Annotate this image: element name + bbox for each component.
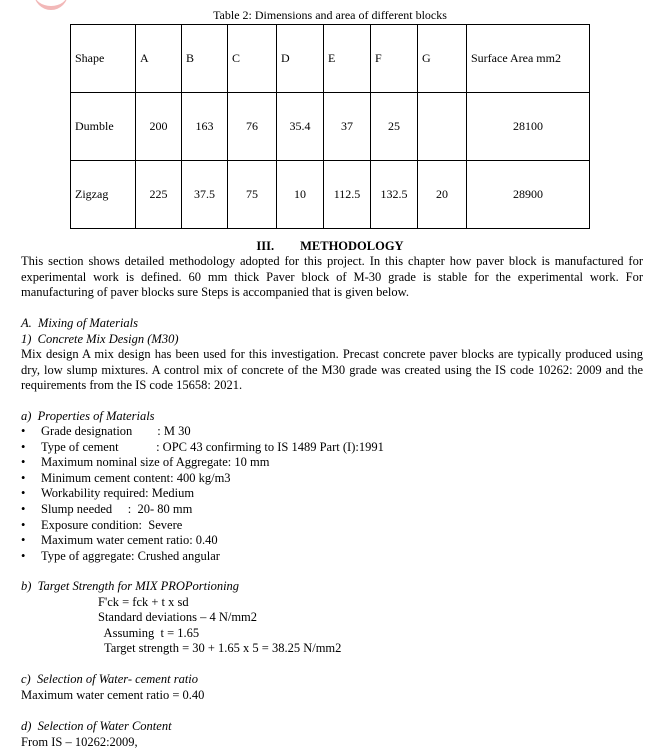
target-strength-heading: b) Target Strength for MIX PROPortioning: [21, 579, 240, 593]
table-cell: Dumble: [71, 93, 136, 161]
properties-heading: a) Properties of Materials: [21, 409, 155, 423]
list-item: • Maximum water cement ratio: 0.40: [21, 533, 218, 548]
formula-line: Standard deviations – 4 N/mm2: [98, 610, 258, 624]
table-cell: 37.5: [182, 161, 228, 229]
bullet-icon: •: [21, 470, 26, 485]
subsection-1-heading: 1) Concrete Mix Design (M30): [21, 332, 179, 346]
table-cell: Zigzag: [71, 161, 136, 229]
table-cell: 200: [136, 93, 182, 161]
list-item: • Workability required: Medium: [21, 486, 195, 501]
header-cell: G: [418, 25, 467, 93]
bullet-icon: •: [21, 548, 26, 563]
bullet-icon: •: [21, 424, 26, 438]
list-item: • Maximum nominal size of Aggregate: 10 mm: [21, 455, 270, 470]
header-cell: Surface Area mm2: [467, 25, 590, 93]
table-cell: 20: [418, 161, 467, 229]
subsection-a-heading: A. Mixing of Materials: [21, 316, 138, 330]
mix-design-paragraph: Mix design A mix design has been used for this investigation. Precast concrete paver blocks are typically produced using dry, low slump mixtures. A control mix of concrete of the M30 grade was created using the IS code 10262: 2009 and the requirements from the IS code 15658: 2021.: [21, 347, 643, 393]
section-intro: This section shows detailed methodology adopted for this project. In this chapter how paver block is manufactured for experimental work is defined. 60 mm thick Paver block of M-30 grade is stable for the experimental work. For manufacturing of paver blocks sure Steps is accompanied that is given below.: [21, 254, 643, 300]
water-cement-value: Maximum water cement ratio = 0.40: [21, 688, 205, 702]
header-cell: C: [228, 25, 277, 93]
table-cell: 37: [324, 93, 371, 161]
table-cell: 75: [228, 161, 277, 229]
table-row: [71, 161, 590, 229]
bullet-icon: •: [21, 486, 26, 501]
header-cell: Shape: [71, 25, 136, 93]
water-content-heading: d) Selection of Water Content: [21, 719, 172, 733]
header-cell: D: [277, 25, 324, 93]
water-content-body: From IS – 10262:2009,: [21, 735, 138, 749]
bullet-icon: •: [21, 517, 26, 532]
section-title: METHODOLOGY: [300, 239, 404, 253]
table-cell: 28900: [467, 161, 590, 229]
table-header-row: [71, 25, 590, 93]
dimensions-table: [70, 24, 590, 229]
section-heading: [0, 239, 660, 254]
table-cell: [418, 93, 467, 161]
list-item: • Type of aggregate: Crushed angular: [21, 548, 220, 563]
table-cell: 132.5: [371, 161, 418, 229]
formula-line: Target strength = 30 + 1.65 x 5 = 38.25 N/mm2: [98, 641, 342, 655]
bullet-icon: •: [21, 501, 26, 516]
list-item: • Type of cement : OPC 43 confirming to IS 1489 Part (I):1991: [21, 439, 384, 454]
bullet-icon: •: [21, 455, 26, 470]
table-caption: Table 2: Dimensions and area of different blocks: [213, 8, 447, 22]
table-cell: 35.4: [277, 93, 324, 161]
table-cell: 112.5: [324, 161, 371, 229]
formula-line: Assuming t = 1.65: [98, 626, 200, 640]
table-cell: 225: [136, 161, 182, 229]
table-cell: 28100: [467, 93, 590, 161]
table-row: [71, 93, 590, 161]
water-cement-heading: c) Selection of Water- cement ratio: [21, 672, 199, 686]
table-cell: 163: [182, 93, 228, 161]
table-cell: 76: [228, 93, 277, 161]
list-item: • Minimum cement content: 400 kg/m3: [21, 470, 231, 485]
list-item: • Exposure condition: Severe: [21, 517, 183, 532]
section-number: III.: [256, 239, 275, 253]
header-cell: F: [371, 25, 418, 93]
table-cell: 10: [277, 161, 324, 229]
formula-line: F'ck = fck + t x sd: [98, 595, 189, 609]
bullet-icon: •: [21, 439, 26, 454]
table-cell: 25: [371, 93, 418, 161]
header-cell: E: [324, 25, 371, 93]
properties-list: [21, 424, 384, 564]
list-item: • Slump needed : 20- 80 mm: [21, 501, 193, 516]
list-item: • Grade designation : M 30: [21, 424, 191, 438]
header-cell: B: [182, 25, 228, 93]
header-cell: A: [136, 25, 182, 93]
bullet-icon: •: [21, 533, 26, 548]
